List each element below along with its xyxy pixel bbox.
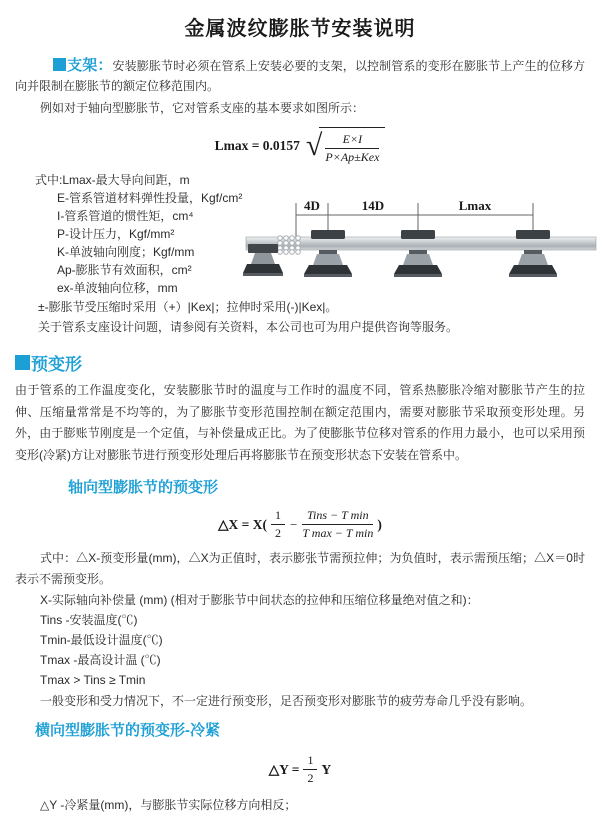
temperature-fraction bbox=[302, 508, 373, 541]
radical-body bbox=[319, 127, 385, 165]
dim-label-14d: 14D bbox=[361, 198, 385, 213]
lmax-formula bbox=[0, 127, 600, 165]
one-half-fraction bbox=[271, 508, 285, 541]
radical-expression bbox=[306, 127, 385, 165]
one-half-fraction bbox=[303, 753, 317, 786]
pre-deformation-paragraph: 由于管系的工作温度变化，安装膨胀节时的温度与工作时的温度不同，管系热膨胀冷缩对膨胀节产生的拉伸、压缩量常常是不均等的，为了膨胀节变形范围控制在额定范围内，需要对膨胀节采取预变形处理。另外，由于膨账节刚度是一个定值，与补偿量成正比。为了使膨胀节位移对管系的作用力最小，也可以采用预变形(冷紧)方让对膨胀节进行预变形处理后再将膨胀节在预变形状态下安装在管系中。 bbox=[15, 383, 585, 462]
temperature-fraction-denominator: T max − T min bbox=[302, 526, 374, 540]
anchor-support-icon bbox=[243, 244, 283, 276]
definition-line: P-设计压力，Kgf/mm² bbox=[57, 227, 175, 241]
support-intro-paragraph bbox=[15, 56, 585, 96]
dim-label-4d: 4D bbox=[304, 198, 320, 213]
axial-formula bbox=[0, 508, 600, 541]
x-definition: X-实际轴向补偿量 (mm) (相对于膨胀节中间状态的拉伸和压缩位移量绝对值之和)： bbox=[40, 593, 479, 607]
temperature-inequality: Tmax > Tins ≥ Tmin bbox=[40, 673, 146, 687]
lmax-formula-lhs: Lmax = 0.0157 bbox=[214, 138, 300, 153]
lateral-formula-lhs: △Y = bbox=[268, 761, 300, 777]
dim-label-lmax: Lmax bbox=[458, 198, 492, 213]
lmax-fraction bbox=[325, 132, 379, 165]
consulting-note: 关于管系支座设计问题，请参阅有关资料，本公司也可为用户提供咨询等服务。 bbox=[38, 320, 459, 334]
pre-deformation-heading-label: 预变形 bbox=[31, 355, 82, 374]
guide-support-icon bbox=[394, 230, 442, 277]
section-marker-icon bbox=[15, 355, 30, 370]
minus-operator: − bbox=[289, 516, 298, 532]
axial-formula-lhs: △X = X( bbox=[218, 516, 267, 532]
support-heading-label: 支架： bbox=[67, 57, 113, 74]
support-intro-text: 安装膨胀节时必须在管系上安装必要的支架，以控制管系的变形在膨胀节上产生的位移方向并限制在膨胀节的额定位移范围内。 bbox=[15, 59, 585, 93]
definition-line: K-单波轴向刚度；Kgf/mm bbox=[57, 245, 195, 259]
temperature-definition: Tmin-最低设计温度(℃) bbox=[40, 633, 163, 647]
guide-support-icon bbox=[304, 230, 352, 277]
definition-line: Ap-膨胀节有效面积，cm² bbox=[57, 263, 192, 277]
radical-sign-icon: √ bbox=[305, 129, 323, 162]
temperature-definition: Tins -安装温度(℃) bbox=[40, 613, 138, 627]
temperature-fraction-numerator: Tins − T min bbox=[302, 508, 373, 525]
support-example-line: 例如对于轴向型膨胀节，它对管系支座的基本要求如图所示： bbox=[40, 101, 365, 115]
guide-support-icon bbox=[509, 230, 557, 277]
fraction-numerator: 1 bbox=[271, 508, 285, 525]
support-section-heading bbox=[53, 57, 112, 74]
lmax-fraction-denominator: P×Ap±Kex bbox=[325, 150, 380, 164]
fraction-denominator: 2 bbox=[307, 771, 314, 785]
definition-line: E-管系管道材料弹性投量，Kgf/cm² bbox=[57, 191, 243, 205]
pre-deformation-section-heading bbox=[15, 350, 600, 375]
axial-note: 一般变形和受力情况下，不一定进行预变形，足否预变形对膨胀节的疲劳寿命几乎没有影响。 bbox=[40, 694, 533, 708]
fraction-numerator: 1 bbox=[303, 753, 317, 770]
dimension-labels bbox=[304, 198, 492, 213]
definitions-and-diagram bbox=[0, 171, 600, 297]
axial-formula-close-paren: ) bbox=[377, 516, 382, 532]
definition-line: I-管系管道的惯性矩，cm⁴ bbox=[57, 209, 194, 223]
lateral-formula bbox=[0, 753, 600, 786]
pipe-support-spacing-diagram bbox=[246, 195, 598, 297]
axial-subheading: 轴向型膨胀节的预变形 bbox=[68, 479, 219, 496]
lateral-subheading: 横向型膨胀节的预变形-冷紧 bbox=[35, 722, 220, 739]
lateral-formula-variable: Y bbox=[321, 761, 332, 777]
temperature-definition: Tmax -最高设计温 (℃) bbox=[40, 653, 161, 667]
document-title: 金属波纹膨胀节安装说明 bbox=[184, 18, 416, 40]
plus-minus-note: ±-膨胀节受压缩时采用（+）|Kex|；拉伸时采用(-)|Kex|。 bbox=[38, 300, 338, 314]
axial-explanation: 式中：△X-预变形量(mm)，△X为正值时，表示膨张节需预拉伸；为负值时，表示需预压缩；△X＝0时表示不需预变形。 bbox=[15, 551, 585, 586]
cold-tightening-note: △Y -冷紧量(mm)，与膨胀节实际位移方向相反； bbox=[40, 798, 297, 812]
lmax-fraction-numerator: E×I bbox=[325, 132, 379, 149]
definition-line: ex-单波轴向位移，mm bbox=[57, 281, 178, 295]
definition-line: 式中:Lmax-最大导向间距，m bbox=[35, 173, 190, 187]
fraction-denominator: 2 bbox=[274, 526, 281, 540]
section-marker-icon bbox=[53, 58, 66, 71]
